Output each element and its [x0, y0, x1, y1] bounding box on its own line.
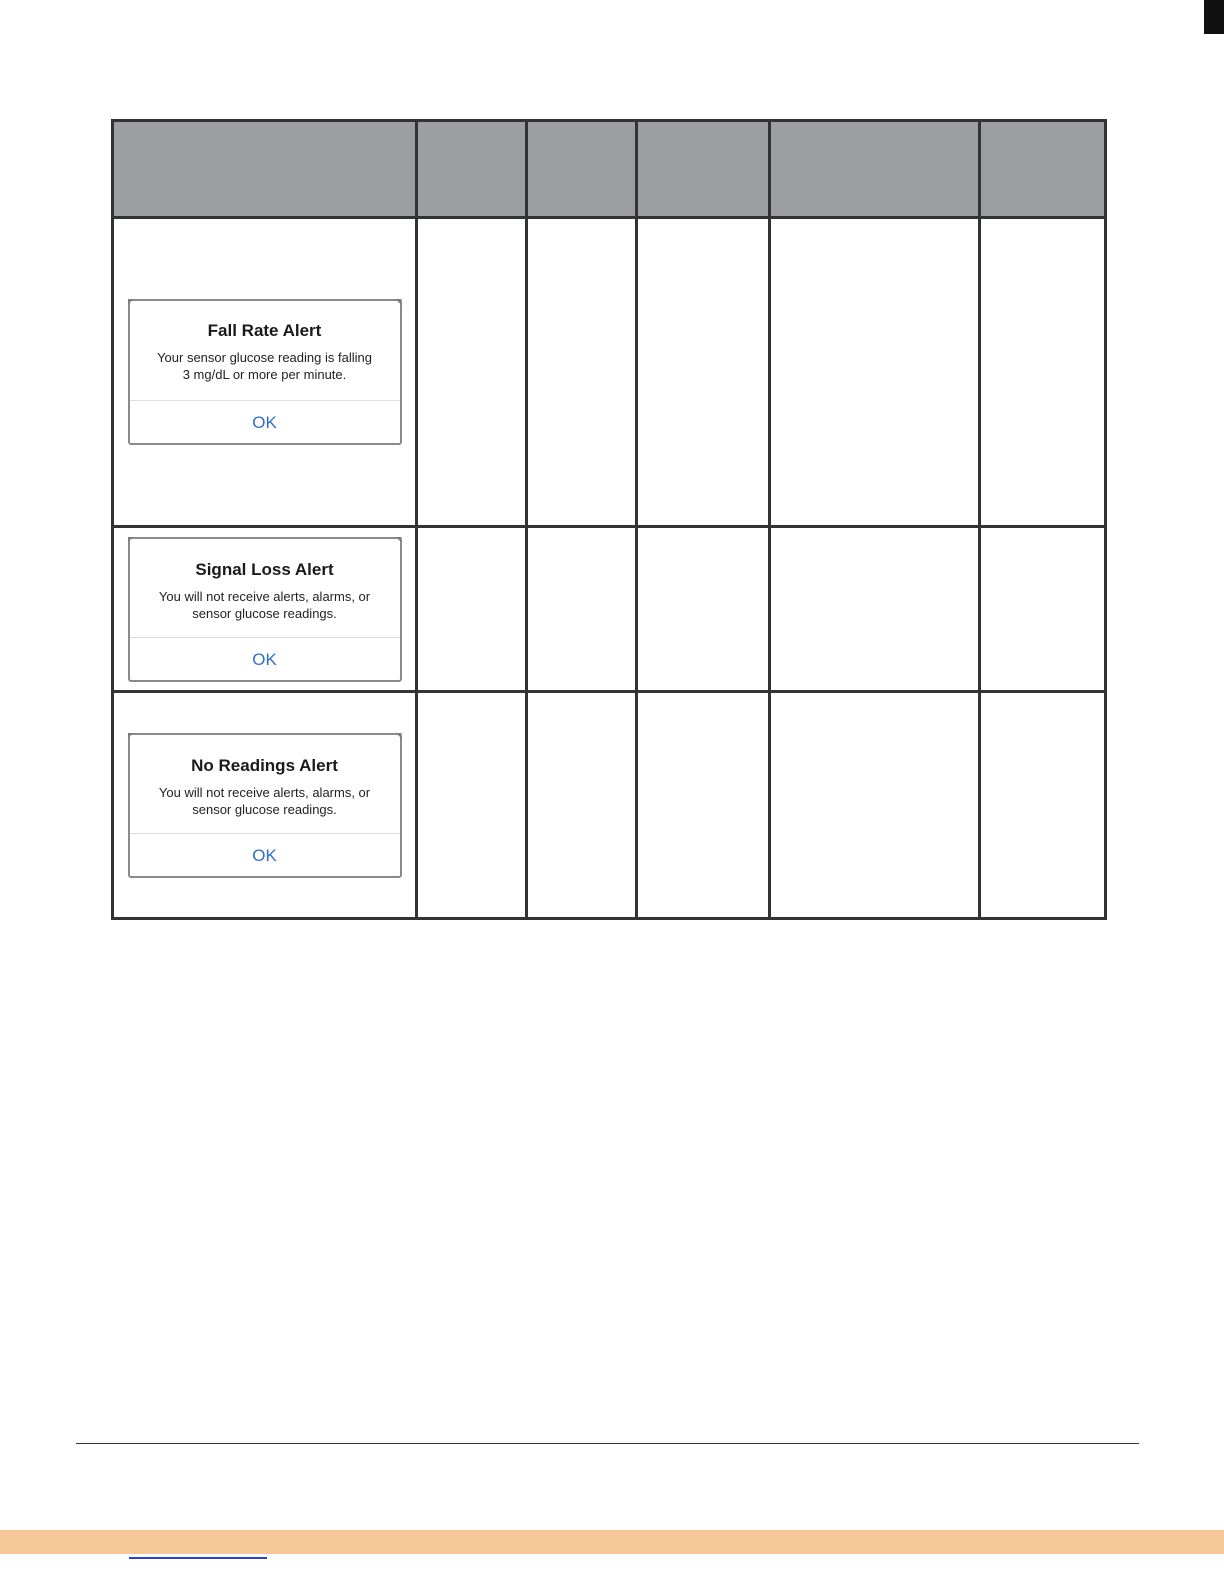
- table-cell: [770, 527, 980, 692]
- header-cell: [637, 121, 770, 218]
- dialog-message: Your sensor glucose reading is falling 3 mg/dL or more per minute.: [157, 350, 372, 382]
- table-cell: [417, 527, 527, 692]
- ok-button[interactable]: OK: [130, 833, 400, 876]
- table-cell: [527, 218, 637, 527]
- page-edge-mark: [1204, 0, 1224, 34]
- table-cell: [980, 218, 1106, 527]
- ok-button[interactable]: OK: [130, 637, 400, 680]
- footer-divider: [76, 1443, 1139, 1444]
- dialog-title: Fall Rate Alert: [207, 321, 322, 340]
- signal-loss-alert-dialog: [128, 537, 402, 682]
- header-cell: [770, 121, 980, 218]
- header-cell: [980, 121, 1106, 218]
- table-cell: [417, 692, 527, 919]
- header-cell: [417, 121, 527, 218]
- table-cell: [637, 692, 770, 919]
- table-cell: [417, 218, 527, 527]
- table-cell: [980, 527, 1106, 692]
- alert-table: [111, 119, 1107, 920]
- alert-screen-cell: [113, 527, 417, 692]
- header-cell: [113, 121, 417, 218]
- dialog-message: You will not receive alerts, alarms, or sensor glucose readings.: [158, 784, 371, 817]
- table-row: [113, 218, 1106, 527]
- alert-screen-cell: [113, 692, 417, 919]
- ok-button[interactable]: OK: [130, 400, 400, 443]
- dialog-message: You will not receive alerts, alarms, or sensor glucose readings.: [158, 588, 371, 621]
- no-readings-alert-dialog: [128, 733, 402, 878]
- table-cell: [527, 692, 637, 919]
- table-header-row: [113, 121, 1106, 218]
- header-cell: [527, 121, 637, 218]
- table-cell: [527, 527, 637, 692]
- footer-link-underline[interactable]: [129, 1557, 267, 1559]
- table-row: [113, 692, 1106, 919]
- dialog-title: No Readings Alert: [191, 755, 338, 775]
- alert-screen-cell: [113, 218, 417, 527]
- table-cell: [980, 692, 1106, 919]
- table-cell: [770, 218, 980, 527]
- table-cell: [637, 218, 770, 527]
- table-cell: [637, 527, 770, 692]
- footer-band: [0, 1530, 1224, 1554]
- table-cell: [770, 692, 980, 919]
- dialog-title: Signal Loss Alert: [195, 559, 334, 579]
- fall-rate-alert-dialog: [128, 299, 402, 445]
- table-row: [113, 527, 1106, 692]
